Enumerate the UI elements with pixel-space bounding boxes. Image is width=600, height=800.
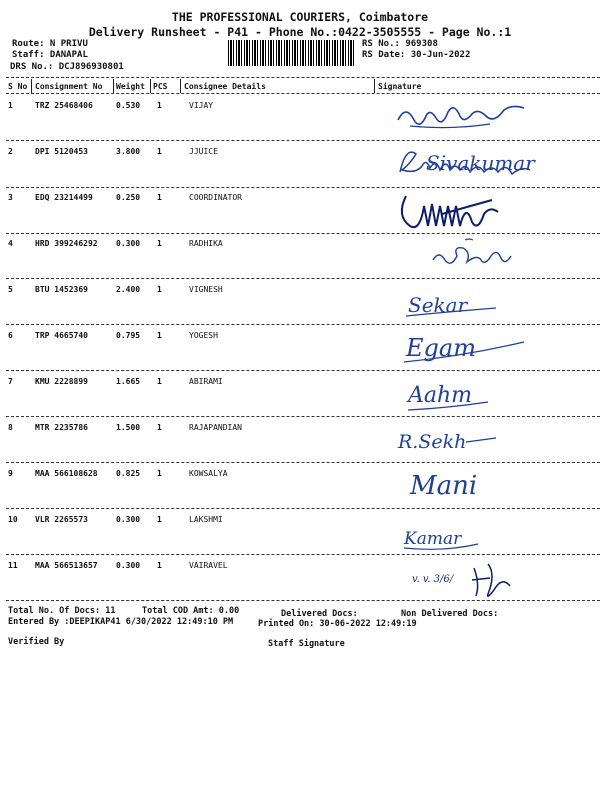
row-sno: 11 (8, 561, 18, 570)
row-consignment: BTU 1452369 (35, 285, 88, 294)
row-consignee: COORDINATOR (189, 193, 242, 202)
rs-date: RS Date: 30-Jun-2022 (362, 50, 471, 60)
row-sno: 4 (8, 239, 13, 248)
row-pcs: 1 (157, 377, 162, 386)
runsheet-subtitle: Delivery Runsheet - P41 - Phone No.:0422-3505555 - Page No.:1 (88, 25, 512, 39)
col-header-weight: Weight (116, 82, 145, 91)
row-consignment: MTR 2235786 (35, 423, 88, 432)
row-pcs: 1 (157, 331, 162, 340)
row-sno: 7 (8, 377, 13, 386)
row-weight: 0.250 (116, 193, 141, 202)
signature-image (396, 420, 506, 460)
route-label: Route: N PRIVU (12, 39, 88, 49)
staff-label: Staff: DANAPAL (12, 50, 88, 60)
row-consignee: YOGESH (189, 331, 218, 340)
divider (6, 416, 600, 417)
signature-text: Aahm (408, 383, 473, 408)
row-pcs: 1 (157, 239, 162, 248)
row-consignee: VIGNESH (189, 285, 223, 294)
row-pcs: 1 (157, 285, 162, 294)
company-title: THE PROFESSIONAL COURIERS, Coimbatore (171, 10, 429, 24)
row-weight: 0.795 (116, 331, 141, 340)
divider (6, 233, 600, 234)
row-sno: 2 (8, 147, 13, 156)
row-pcs: 1 (157, 469, 162, 478)
row-consignee: RADHIKA (189, 239, 223, 248)
row-consignment: TRP 4665740 (35, 331, 88, 340)
row-weight: 2.400 (116, 285, 141, 294)
signature-text: Mani (410, 471, 478, 501)
signature-image (400, 520, 510, 554)
col-header-pcs: PCS (153, 82, 168, 91)
signature-text: Kamar (404, 529, 462, 549)
row-weight: 1.500 (116, 423, 141, 432)
row-consignee: VAIRAVEL (189, 561, 228, 570)
row-consignee: VIJAY (189, 101, 214, 110)
row-pcs: 1 (157, 423, 162, 432)
verified-by: Verified By (8, 637, 65, 647)
divider (6, 140, 600, 141)
col-header-sno: S No (8, 82, 28, 91)
non-delivered-docs: Non Delivered Docs: (401, 609, 499, 619)
signature-image (392, 188, 502, 236)
signature-text: Sivakumar (426, 151, 535, 175)
row-consignment: DPI 5120453 (35, 147, 88, 156)
row-pcs: 1 (157, 147, 162, 156)
col-header-consignment: Consignment No (35, 82, 103, 91)
entered-by: Entered By :DEEPIKAP41 6/30/2022 12:49:10 PM (8, 617, 234, 627)
row-consignment: HRD 399246292 (35, 239, 98, 248)
signature-image (390, 142, 580, 187)
rs-number: RS No.: 969308 (362, 39, 438, 49)
row-weight: 0.300 (116, 239, 141, 248)
column-separator (113, 79, 114, 93)
signature-image (400, 280, 510, 324)
column-separator (150, 79, 151, 93)
signature-image (412, 560, 562, 602)
divider (6, 324, 600, 325)
row-weight: 3.800 (116, 147, 141, 156)
row-sno: 8 (8, 423, 13, 432)
delivered-docs: Delivered Docs: (281, 609, 358, 619)
row-consignee: LAKSHMI (189, 515, 223, 524)
row-consignment: TRZ 25468406 (35, 101, 93, 110)
row-consignment: VLR 2265573 (35, 515, 88, 524)
row-sno: 1 (8, 101, 13, 110)
drs-number: DRS No.: DCJ896930801 (10, 62, 124, 72)
row-weight: 1.665 (116, 377, 141, 386)
row-pcs: 1 (157, 515, 162, 524)
signature-image (404, 372, 504, 416)
signature-image (400, 326, 530, 370)
row-weight: 0.825 (116, 469, 141, 478)
divider (6, 370, 600, 371)
row-sno: 10 (8, 515, 18, 524)
signature-text: Sekar (408, 293, 468, 317)
row-consignment: MAA 566513657 (35, 561, 98, 570)
barcode-image (228, 40, 356, 66)
total-docs: Total No. Of Docs: 11 (8, 606, 116, 616)
divider (6, 508, 600, 509)
total-cod: Total COD Amt: 0.00 (142, 606, 240, 616)
row-sno: 6 (8, 331, 13, 340)
col-header-consignee: Consignee Details (184, 82, 266, 91)
divider (6, 278, 600, 279)
row-consignment: KMU 2228899 (35, 377, 88, 386)
row-consignee: RAJAPANDIAN (189, 423, 242, 432)
row-weight: 0.300 (116, 515, 141, 524)
signature-image (380, 98, 580, 138)
row-consignee: ABIRAMI (189, 377, 223, 386)
signature-text: R.Sekh (398, 431, 467, 453)
row-pcs: 1 (157, 561, 162, 570)
row-sno: 9 (8, 469, 13, 478)
table-row (0, 193, 600, 238)
row-consignee: JJUICE (189, 147, 218, 156)
column-separator (180, 79, 181, 93)
divider (6, 93, 600, 94)
row-pcs: 1 (157, 193, 162, 202)
signature-image (404, 462, 514, 506)
row-weight: 0.530 (116, 101, 141, 110)
row-consignment: EDQ 23214499 (35, 193, 93, 202)
printed-on: Printed On: 30-06-2022 12:49:19 (258, 619, 417, 629)
row-sno: 5 (8, 285, 13, 294)
signature-text: v. v. 3/6/ (412, 574, 454, 585)
row-consignee: KOWSALYA (189, 469, 228, 478)
signature-text: Egam (406, 334, 476, 362)
col-header-signature: Signature (378, 82, 422, 91)
column-separator (31, 79, 32, 93)
divider (6, 77, 600, 78)
row-pcs: 1 (157, 101, 162, 110)
row-weight: 0.300 (116, 561, 141, 570)
divider (6, 187, 600, 188)
row-consignment: MAA 566108628 (35, 469, 98, 478)
signature-image (425, 236, 515, 270)
row-sno: 3 (8, 193, 13, 202)
staff-signature-label: Staff Signature (268, 639, 345, 649)
column-separator (374, 79, 375, 93)
divider (6, 554, 600, 555)
